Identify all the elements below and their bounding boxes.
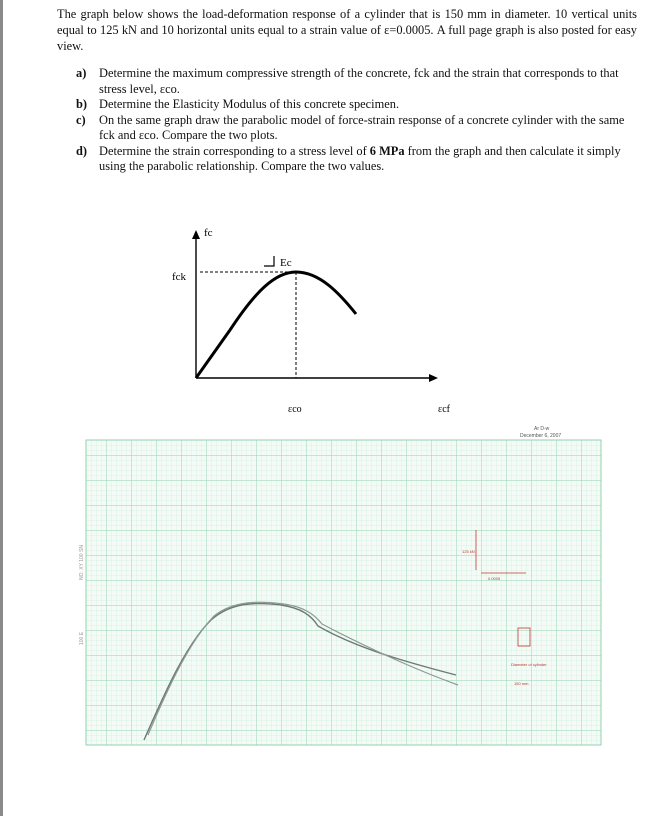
stress-strain-curve — [196, 272, 356, 378]
top-right-date: December 6, 2007 — [520, 433, 562, 439]
schematic-diagram — [160, 222, 480, 422]
x-axis-arrow-icon — [429, 374, 438, 382]
question-text-bold: 6 MPa — [369, 143, 405, 158]
question-text-before: Determine the strain corresponding to a stress level of — [99, 143, 370, 158]
strain-ultimate-label: εcf — [438, 404, 450, 415]
side-note-1: 125 kN — [462, 549, 475, 554]
modulus-marker — [264, 256, 274, 266]
question-b — [76, 97, 636, 113]
question-text-after: from the graph and then calculate it simply using the parabolic relationship. Compare the two values. — [99, 143, 621, 173]
question-text: On the same graph draw the parabolic model of force-strain response of a concrete cylinder with the same fck and εco. Compare the two plots. — [99, 112, 625, 142]
side-note-3: Diameter of cylinder — [511, 662, 547, 667]
modulus-label: Ec — [280, 257, 292, 269]
question-a — [76, 66, 636, 97]
y-axis-label: fc — [204, 227, 213, 239]
question-text: Determine the Elasticity Modulus of this concrete specimen. — [99, 97, 400, 111]
question-label: a) — [76, 66, 87, 80]
question-label: b) — [76, 97, 88, 111]
question-c — [76, 113, 636, 144]
left-margin-note-1: NO. XY 100 SN — [79, 545, 85, 580]
top-right-note: Ar D-w — [534, 426, 550, 432]
side-note-2: 0.0005 — [488, 576, 501, 581]
page-left-edge — [0, 0, 3, 816]
peak-label: fck — [172, 271, 187, 283]
question-text: Determine the maximum compressive strength of the concrete, fck and the strain that corresponds to that stress level, εco. — [99, 66, 619, 96]
left-margin-note-2: 100 E — [79, 631, 85, 645]
strain-peak-label: εco — [288, 404, 302, 415]
y-axis-arrow-icon — [192, 230, 200, 239]
question-d — [76, 144, 636, 175]
intro-paragraph: The graph below shows the load-deformation response of a cylinder that is 150 mm in diameter. 10 vertical units equal to 125 kN and 10 horizontal units equal to a strain value of ε=0.0005. A full page graph is also posted for easy view. — [57, 7, 637, 53]
question-label: c) — [76, 112, 86, 127]
graph-paper-plot — [56, 426, 641, 750]
side-note-4: 150 mm — [514, 681, 529, 686]
question-label: d) — [76, 143, 88, 158]
question-list — [76, 66, 636, 175]
